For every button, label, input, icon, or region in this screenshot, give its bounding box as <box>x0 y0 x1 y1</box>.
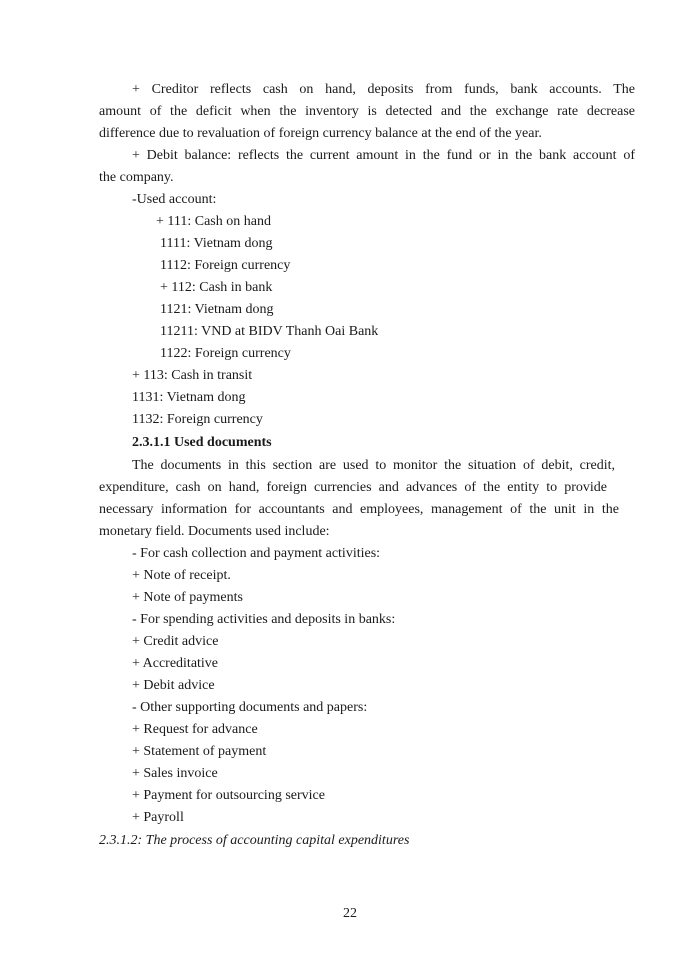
account-item: + 113: Cash in transit <box>132 368 253 383</box>
list-item: - For spending activities and deposits in banks: <box>132 612 396 627</box>
account-item: 1131: Vietnam dong <box>132 390 246 405</box>
paragraph-line: necessary information for accountants and employees, management of the unit in the <box>99 502 619 517</box>
paragraph-line: difference due to revaluation of foreign currency balance at the end of the year. <box>99 126 542 141</box>
list-item: + Debit advice <box>132 678 215 693</box>
list-item: + Payroll <box>132 810 184 825</box>
account-item: 1132: Foreign currency <box>132 412 263 427</box>
paragraph-line: monetary field. Documents used include: <box>99 524 330 539</box>
paragraph-line: + Debit balance: reflects the current amount in the fund or in the bank account of <box>132 148 635 163</box>
list-item: + Note of receipt. <box>132 568 231 583</box>
paragraph-line: The documents in this section are used to monitor the situation of debit, credit, <box>132 458 615 473</box>
paragraph-line: the company. <box>99 170 174 185</box>
account-item: + 112: Cash in bank <box>160 280 273 295</box>
list-item: + Sales invoice <box>132 766 218 781</box>
list-item: + Credit advice <box>132 634 219 649</box>
account-item: + 111: Cash on hand <box>156 214 271 229</box>
paragraph-line: amount of the deficit when the inventory is detected and the exchange rate decrease <box>99 104 635 119</box>
list-item: + Payment for outsourcing service <box>132 788 325 803</box>
paragraph-line: + Creditor reflects cash on hand, deposits from funds, bank accounts. The <box>132 82 635 97</box>
section-heading: 2.3.1.1 Used documents <box>132 435 272 450</box>
list-item: + Note of payments <box>132 590 243 605</box>
list-item: + Accreditative <box>132 656 219 671</box>
paragraph-line: expenditure, cash on hand, foreign currencies and advances of the entity to provide <box>99 480 607 495</box>
section-heading: 2.3.1.2: The process of accounting capital expenditures <box>99 833 410 848</box>
page-number: 22 <box>343 906 357 921</box>
list-item: - Other supporting documents and papers: <box>132 700 368 715</box>
list-item: - For cash collection and payment activities: <box>132 546 381 561</box>
list-item: + Request for advance <box>132 722 258 737</box>
account-item: 1111: Vietnam dong <box>160 236 273 251</box>
account-item: 1112: Foreign currency <box>160 258 291 273</box>
account-list-heading: -Used account: <box>132 192 217 207</box>
list-item: + Statement of payment <box>132 744 267 759</box>
account-item: 11211: VND at BIDV Thanh Oai Bank <box>160 324 379 339</box>
account-item: 1122: Foreign currency <box>160 346 291 361</box>
account-item: 1121: Vietnam dong <box>160 302 274 317</box>
